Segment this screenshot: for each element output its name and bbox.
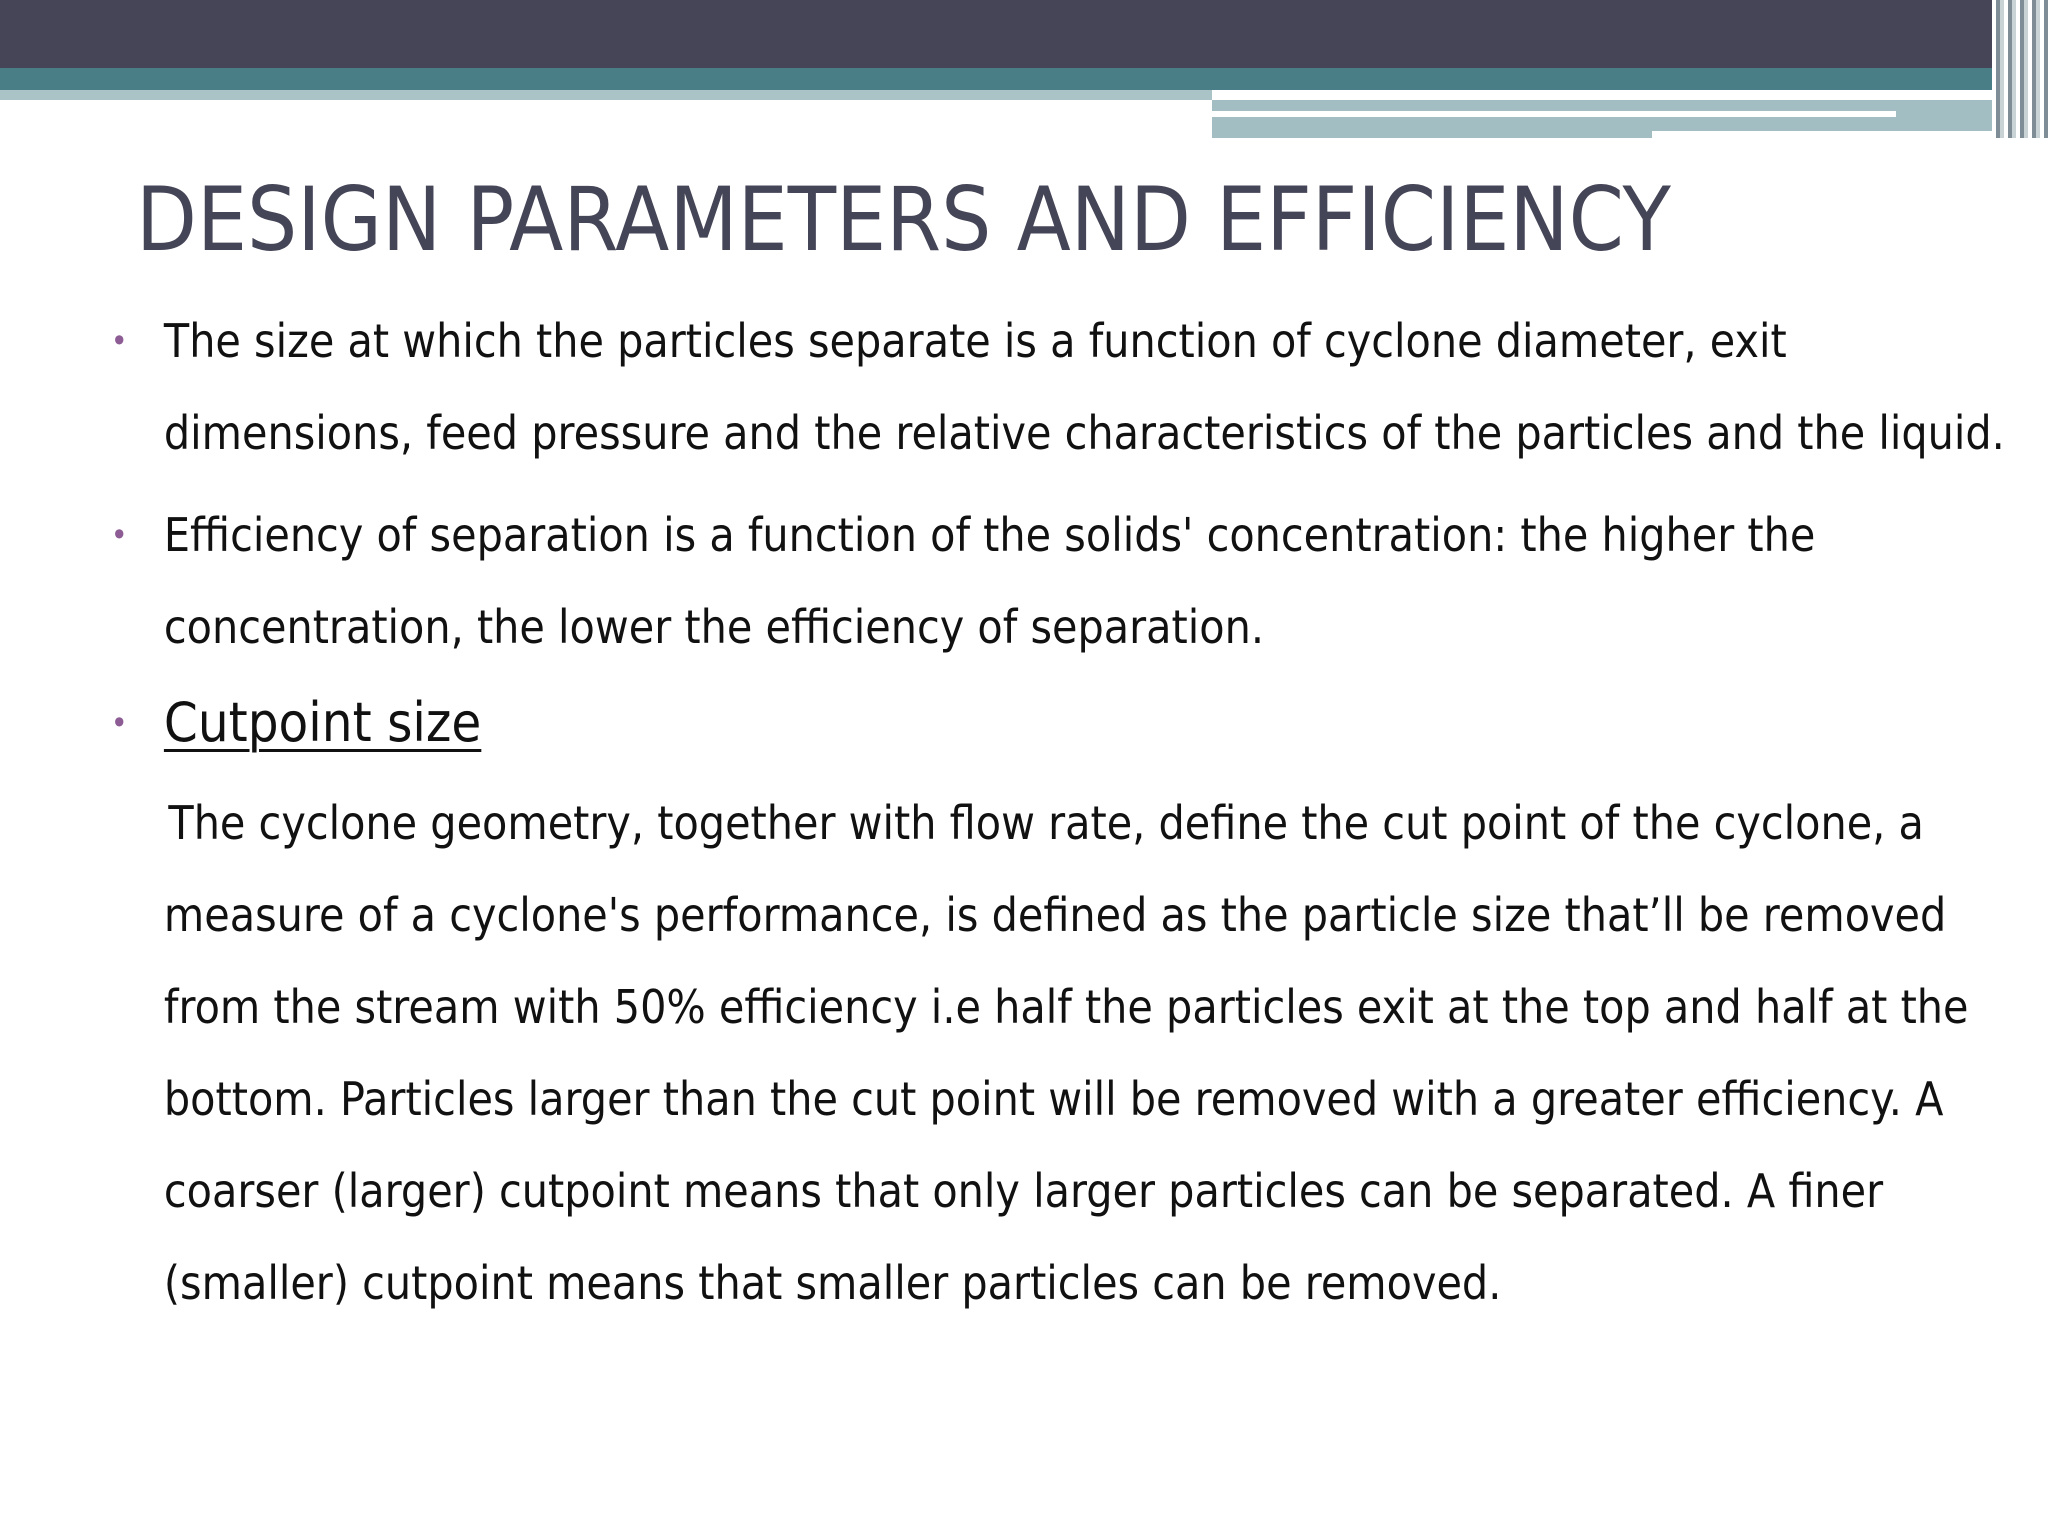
header-white-line [1212, 111, 1896, 117]
bullet-item [100, 295, 2036, 479]
bullet-item [100, 489, 2036, 673]
header-band-teal [0, 68, 2048, 90]
header-band-light-left [0, 90, 1212, 100]
cutpoint-heading: Cutpoint size [163, 691, 482, 754]
header-band-dark [0, 0, 2048, 68]
header-white-notch [1652, 131, 2012, 139]
bullet-dot-icon: • [110, 704, 128, 742]
cutpoint-paragraph: The cyclone geometry, together with flow rate, define the cut point of the cyclone, a measure of a cyclone's performance, is defined as the particle size that’ll be removed from the stream with 50% efficiency i.e half the particles exit at the top and half at the bottom. Particles larger than the cut point will be removed with a greater efficiency. A coarser (larger) cutpoint means that only larger particles can be separated. A finer (smaller) cutpoint means that smaller particles can be removed. [163, 796, 1969, 1310]
bullet-text: Efficiency of separation is a function of the solids' concentration: the higher the concentration, the lower the efficiency of separation. [163, 508, 1816, 654]
bullet-item [100, 677, 2036, 771]
slide-content [100, 295, 2005, 1329]
bullet-text: The size at which the particles separate is a function of cyclone diameter, exit dimensions, feed pressure and the relative characteristics of the particles and the liquid. [163, 314, 2005, 460]
bullet-dot-icon: • [110, 322, 128, 360]
slide-title: DESIGN PARAMETERS AND EFFICIENCY [136, 168, 1671, 271]
bullet-dot-icon: • [110, 516, 128, 554]
header-right-stripes [1992, 0, 2048, 138]
